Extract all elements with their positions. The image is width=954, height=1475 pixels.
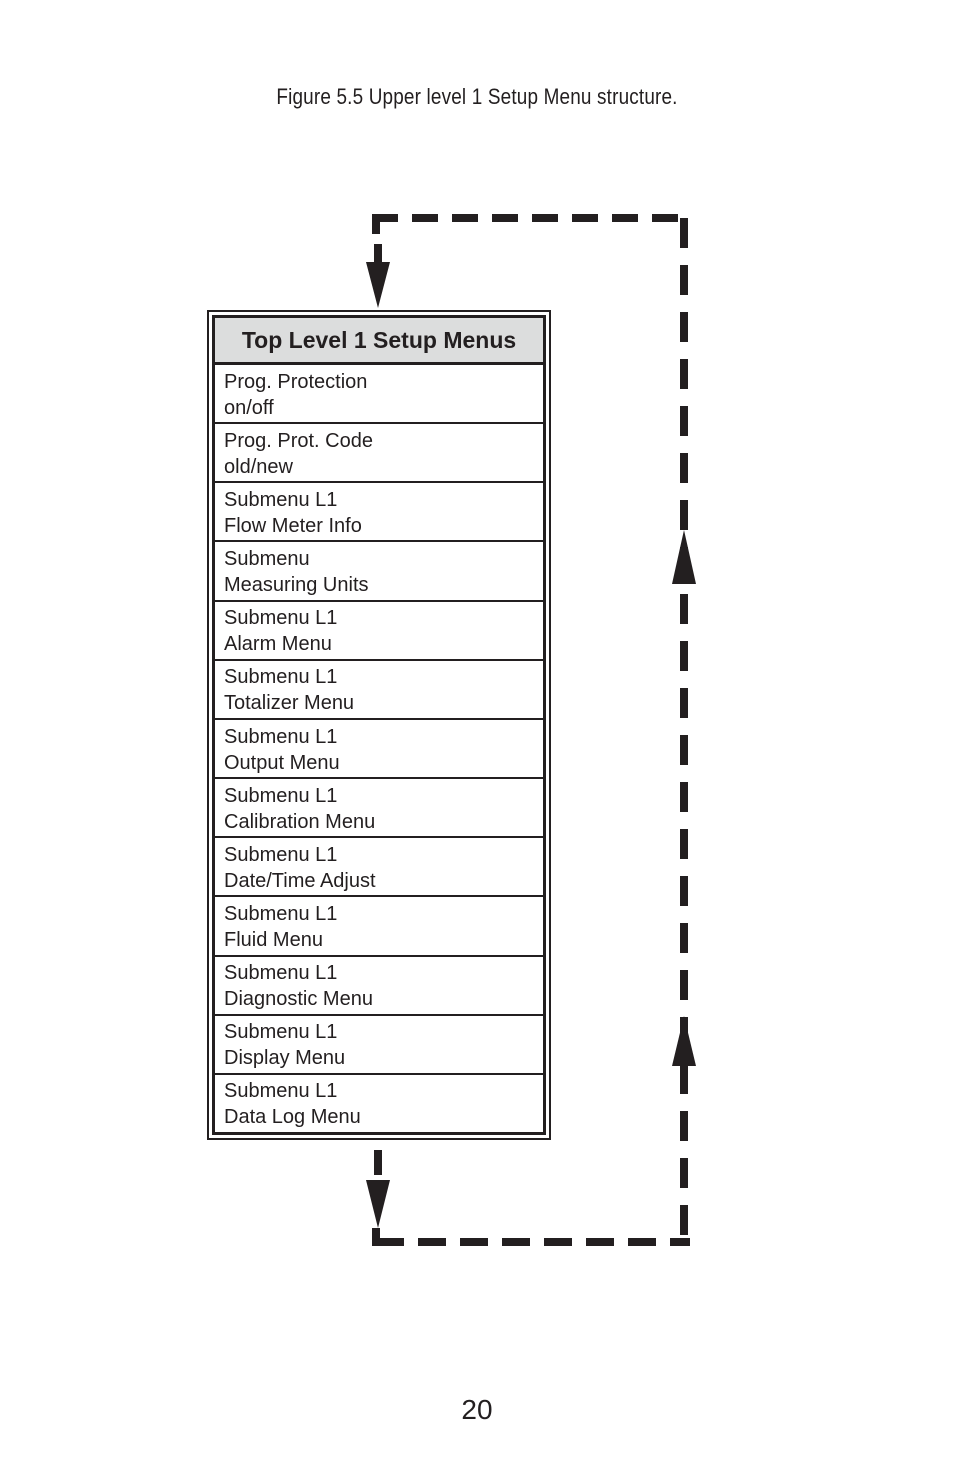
arrow-down-into-menu-icon [366, 262, 390, 308]
menu-item-line2: Flow Meter Info [224, 514, 362, 537]
menu-item-line2: on/off [224, 396, 274, 419]
menu-item-totalizer-menu [215, 661, 543, 720]
arrow-up-icon [672, 1016, 696, 1066]
menu-item-line1: Submenu L1 [224, 784, 338, 807]
menu-item-line2: Totalizer Menu [224, 692, 355, 715]
menu-item-line2: Display Menu [224, 1047, 346, 1070]
menu-item-alarm-menu [215, 602, 543, 661]
menu-item-line1: Submenu L1 [224, 962, 338, 985]
menu-item-line1: Submenu L1 [224, 725, 338, 748]
menu-item-data-log-menu [215, 1075, 543, 1132]
menu-item-display-menu [215, 1016, 543, 1075]
menu-item-line1: Submenu L1 [224, 666, 338, 689]
menu-item-line2: Date/Time Adjust [224, 869, 376, 892]
menu-item-calibration-menu [215, 779, 543, 838]
menu-item-line2: Diagnostic Menu [224, 988, 373, 1011]
menu-item-line1: Submenu L1 [224, 488, 338, 511]
menu-item-line1: Submenu L1 [224, 1080, 338, 1103]
menu-title: Top Level 1 Setup Menus [215, 318, 543, 365]
menu-item-line1: Submenu L1 [224, 1021, 338, 1044]
menu-item-line2: Data Log Menu [224, 1106, 361, 1129]
loop-entry-connector [376, 214, 378, 270]
arrow-down-out-of-menu-icon [366, 1180, 390, 1228]
menu-item-line2: Calibration Menu [224, 810, 376, 833]
menu-item-line1: Submenu L1 [224, 607, 338, 630]
menu-item-measuring-units [215, 542, 543, 601]
menu-item-line2: Fluid Menu [224, 928, 323, 951]
page-number: 20 [461, 1394, 493, 1425]
menu-item-line1: Prog. Prot. Code [224, 429, 373, 452]
menu-item-fluid-menu [215, 897, 543, 956]
menu-item-prog-prot-code [215, 424, 543, 483]
menu-item-line1: Submenu L1 [224, 902, 338, 925]
menu-item-date-time-adjust [215, 838, 543, 897]
menu-item-line2: Alarm Menu [224, 633, 332, 656]
menu-item-prog-protection [215, 365, 543, 424]
menu-item-output-menu [215, 720, 543, 779]
menu-item-line1: Submenu [224, 548, 310, 571]
figure-caption: Figure 5.5 Upper level 1 Setup Menu structure. [276, 84, 678, 109]
arrow-up-icon [672, 530, 696, 584]
menu-item-line1: Submenu L1 [224, 843, 338, 866]
menu-item-line2: Measuring Units [224, 574, 369, 597]
menu-list [212, 315, 546, 1135]
menu-item-line1: Prog. Protection [224, 370, 368, 393]
menu-item-flow-meter-info [215, 483, 543, 542]
menu-item-diagnostic-menu [215, 957, 543, 1016]
menu-item-line2: old/new [224, 455, 293, 478]
menu-item-line2: Output Menu [224, 751, 340, 774]
top-level-setup-menu-box [207, 310, 551, 1140]
